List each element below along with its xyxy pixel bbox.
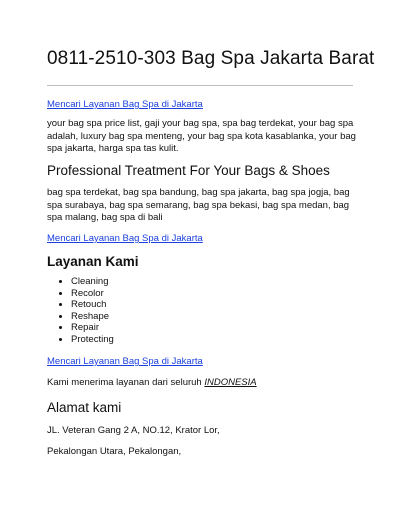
list-item: • Retouch	[71, 299, 114, 311]
search-service-link-2[interactable]: Mencari Layanan Bag Spa di Jakarta	[47, 233, 203, 244]
coverage-place: INDONESIA	[204, 377, 257, 388]
section-heading-treatment: Professional Treatment For Your Bags & Shoes	[47, 163, 330, 178]
coverage-paragraph	[47, 377, 359, 390]
list-item: • Recolor	[71, 288, 114, 300]
keyword-paragraph-2: bag spa terdekat, bag spa bandung, bag spa jakarta, bag spa jogja, bag spa surabaya, bag spa semarang, bag spa bekasi, bag spa medan, bag spa malang, bag spa di bali	[47, 187, 350, 223]
list-item: • Reshape	[71, 311, 114, 323]
search-service-link-3[interactable]: Mencari Layanan Bag Spa di Jakarta	[47, 356, 203, 367]
link-block-3	[47, 356, 359, 369]
link-block-1	[47, 99, 359, 112]
list-item: • Cleaning	[71, 276, 114, 288]
address-line-2: Pekalongan Utara, Pekalongan,	[47, 446, 182, 457]
services-list	[47, 276, 114, 346]
title-divider	[47, 85, 353, 86]
link-block-2	[47, 233, 359, 246]
page-title: 0811-2510-303 Bag Spa Jakarta Barat	[47, 48, 375, 69]
list-item: • Protecting	[71, 334, 114, 346]
keyword-paragraph-1: your bag spa price list, gaji your bag spa, spa bag terdekat, your bag spa adalah, luxury bag spa menteng, your bag spa kota kasablanka, your bag spa jakarta, harga spa tas kulit.	[47, 118, 356, 154]
address-line-1: JL. Veteran Gang 2 A, NO.12, Krator Lor,	[47, 425, 220, 436]
search-service-link-1[interactable]: Mencari Layanan Bag Spa di Jakarta	[47, 99, 203, 110]
section-heading-address: Alamat kami	[47, 400, 122, 415]
section-heading-services: Layanan Kami	[47, 254, 139, 269]
coverage-text: Kami menerima layanan dari seluruh	[47, 377, 205, 388]
list-item: • Repair	[71, 322, 114, 334]
